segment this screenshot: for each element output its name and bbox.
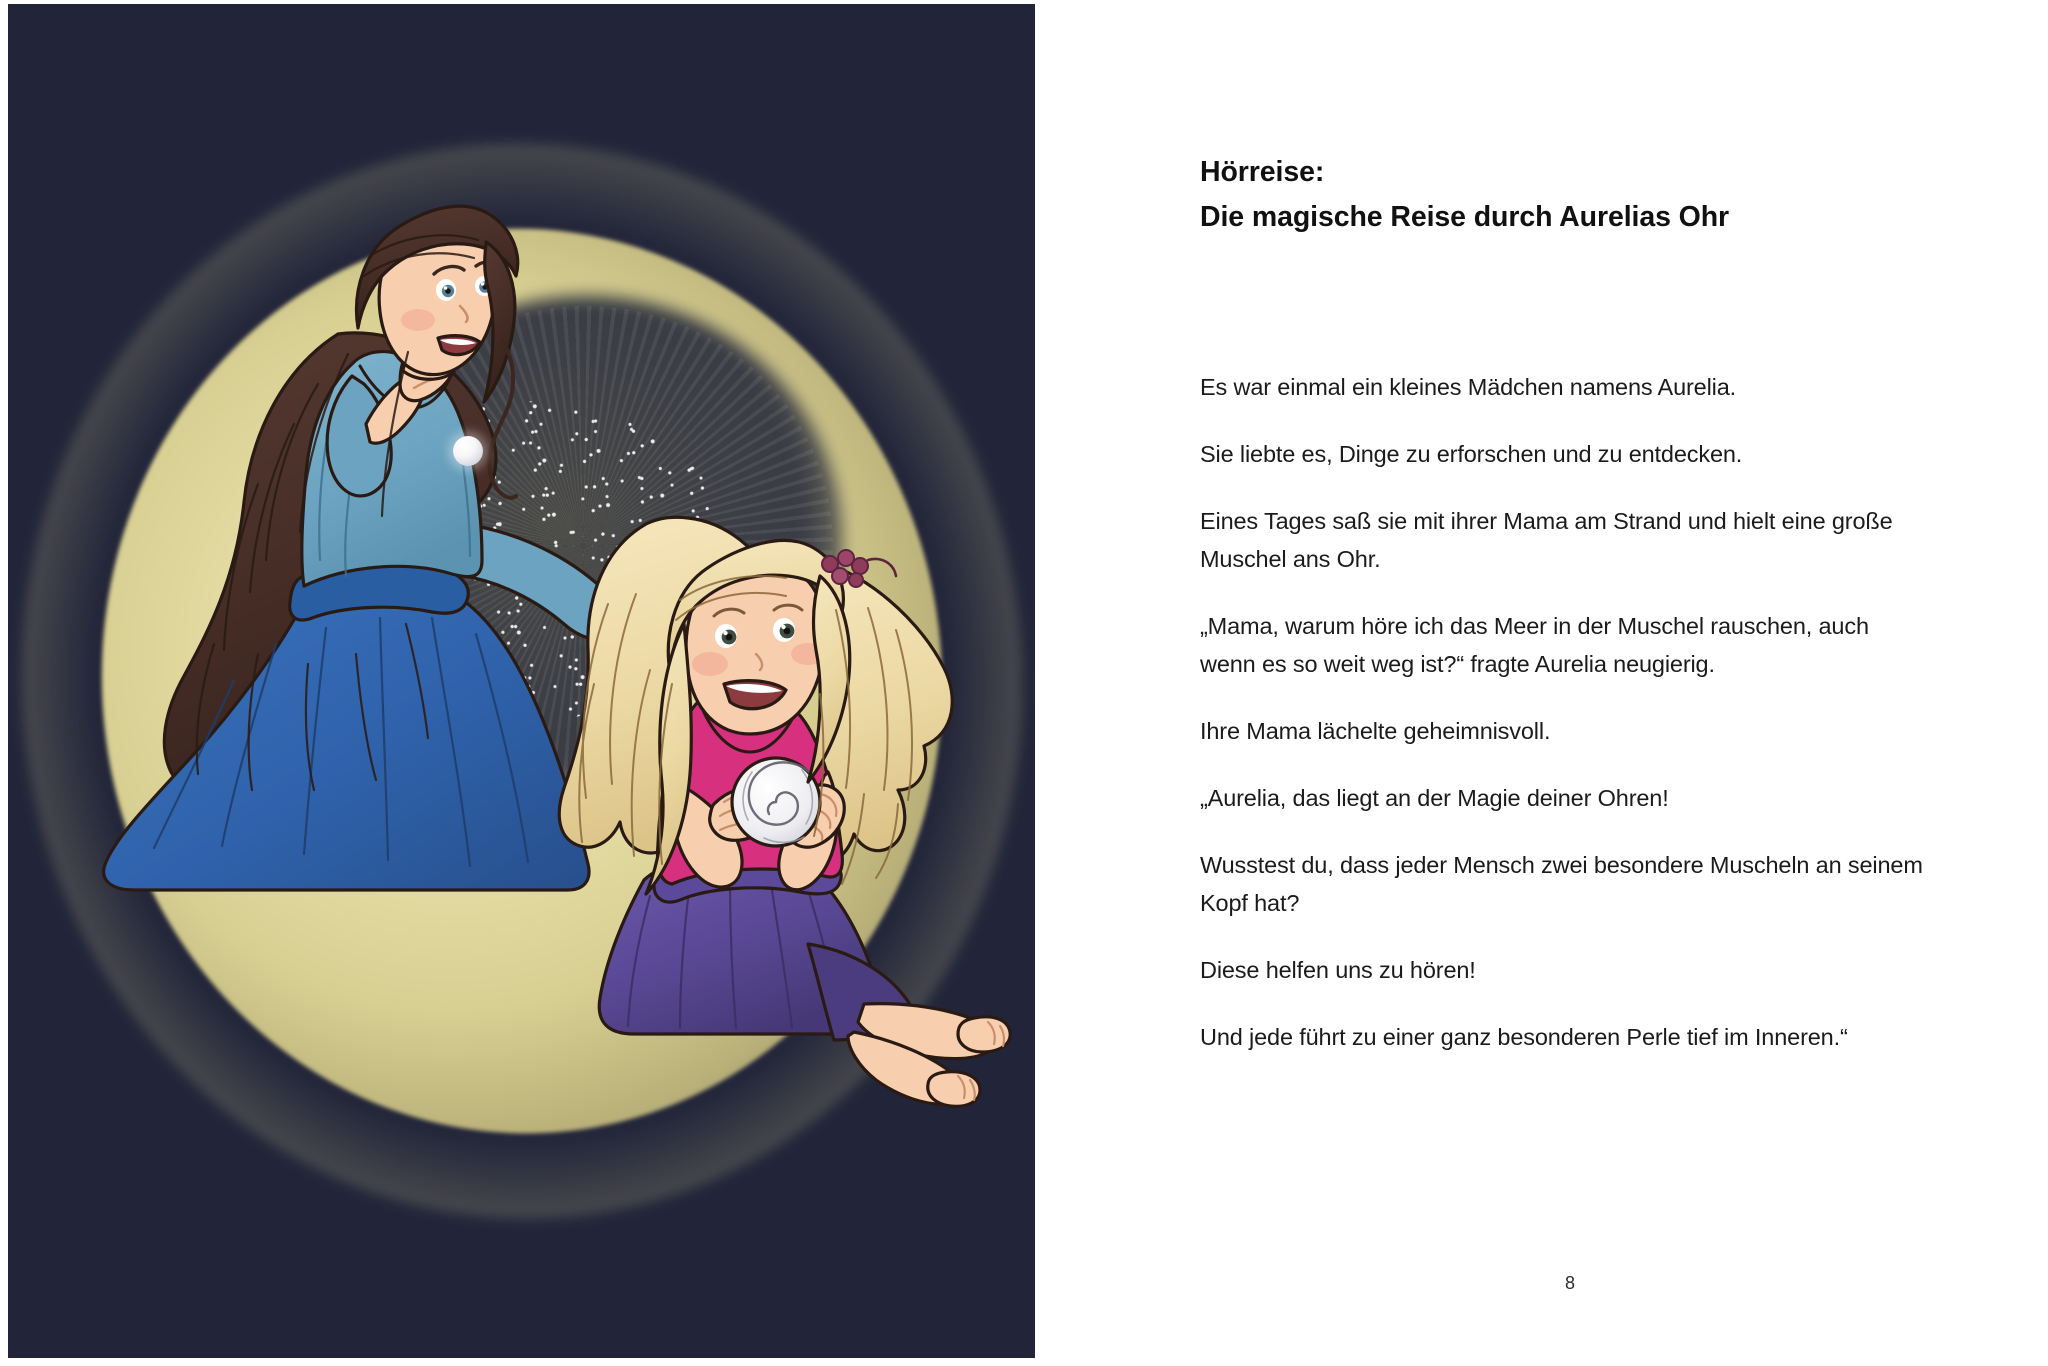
story-paragraph: Wusstest du, dass jeder Mensch zwei besondere Muscheln an seinem Kopf hat? (1200, 852, 1923, 916)
illustration-panel (8, 4, 1035, 1358)
illustration-stage (8, 4, 1035, 1358)
characters-illustration (8, 4, 1035, 1358)
story-paragraph: Eines Tages saß sie mit ihrer Mama am Strand und hielt eine große Muschel ans Ohr. (1200, 508, 1893, 572)
story-title-line-1: Hörreise: (1200, 156, 1325, 188)
story-paragraph: Sie liebte es, Dinge zu erforschen und zu entdecken. (1200, 441, 1743, 467)
floating-pearl (453, 436, 483, 466)
story-paragraph: „Aurelia, das liegt an der Magie deiner Ohren! (1200, 785, 1669, 811)
page-number: 8 (1564, 1273, 1575, 1293)
story-paragraph: „Mama, warum höre ich das Meer in der Muschel rauschen, auch wenn es so weit weg ist?“ fragte Aurelia neugierig. (1200, 613, 1869, 677)
text-column (1200, 0, 1940, 1366)
story-body (1200, 368, 1930, 1085)
story-paragraph: Und jede führt zu einer ganz besonderen Perle tief im Inneren.“ (1200, 1024, 1848, 1050)
story-title (1200, 150, 1920, 240)
story-paragraph: Es war einmal ein kleines Mädchen namens Aurelia. (1200, 374, 1737, 400)
story-paragraph: Diese helfen uns zu hören! (1200, 957, 1476, 983)
text-page (1035, 0, 2048, 1366)
story-title-line-2: Die magische Reise durch Aurelias Ohr (1200, 201, 1730, 233)
story-paragraph: Ihre Mama lächelte geheimnisvoll. (1200, 718, 1551, 744)
